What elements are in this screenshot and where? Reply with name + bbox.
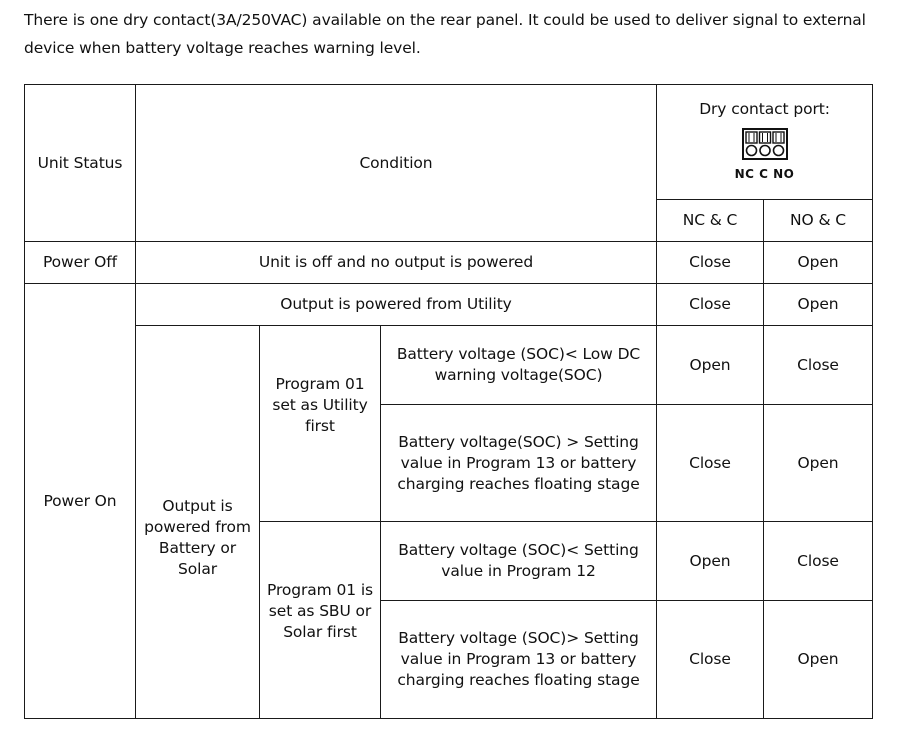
condition-utility: Output is powered from Utility [136,284,657,326]
condition-program12: Battery voltage (SOC)< Setting value in Program 12 [381,522,657,601]
nc-c-low-dc-warning: Open [657,326,764,405]
terminal-block-icon [742,128,788,160]
header-nc-c: NC & C [657,200,764,242]
condition-sbu-program13-floating: Battery voltage (SOC)> Setting value in Program 13 or battery charging reaches floating stage [381,601,657,719]
program-utility-first: Program 01 set as Utility first [260,326,381,522]
nc-c-program12: Open [657,522,764,601]
no-c-program12: Close [764,522,873,601]
no-c-low-dc-warning: Close [764,326,873,405]
dry-contact-table [24,84,873,719]
no-c-program13-floating: Open [764,405,873,522]
status-power-on: Power On [25,284,136,719]
condition-power-off: Unit is off and no output is powered [136,242,657,284]
nc-c-power-off: Close [657,242,764,284]
intro-paragraph: There is one dry contact(3A/250VAC) available on the rear panel. It could be used to deliver signal to external device when battery voltage reaches warning level. [24,11,866,57]
no-c-utility: Open [764,284,873,326]
header-unit-status: Unit Status [25,85,136,242]
condition-program13-floating: Battery voltage(SOC) > Setting value in Program 13 or battery charging reaches floating stage [381,405,657,522]
program-sbu-solar-first: Program 01 is set as SBU or Solar first [260,522,381,719]
condition-low-dc-warning: Battery voltage (SOC)< Low DC warning voltage(SOC) [381,326,657,405]
nc-c-utility: Close [657,284,764,326]
no-c-power-off: Open [764,242,873,284]
nc-c-program13-floating: Close [657,405,764,522]
no-c-sbu-program13-floating: Open [764,601,873,719]
header-no-c: NO & C [764,200,873,242]
port-terminal-labels: NC C NO [734,167,795,181]
header-dry-contact-port [657,85,873,200]
header-condition: Condition [136,85,657,242]
port-title: Dry contact port: [699,100,830,118]
nc-c-sbu-program13-floating: Close [657,601,764,719]
battery-solar-source: Output is powered from Battery or Solar [136,326,260,719]
status-power-off: Power Off [25,242,136,284]
